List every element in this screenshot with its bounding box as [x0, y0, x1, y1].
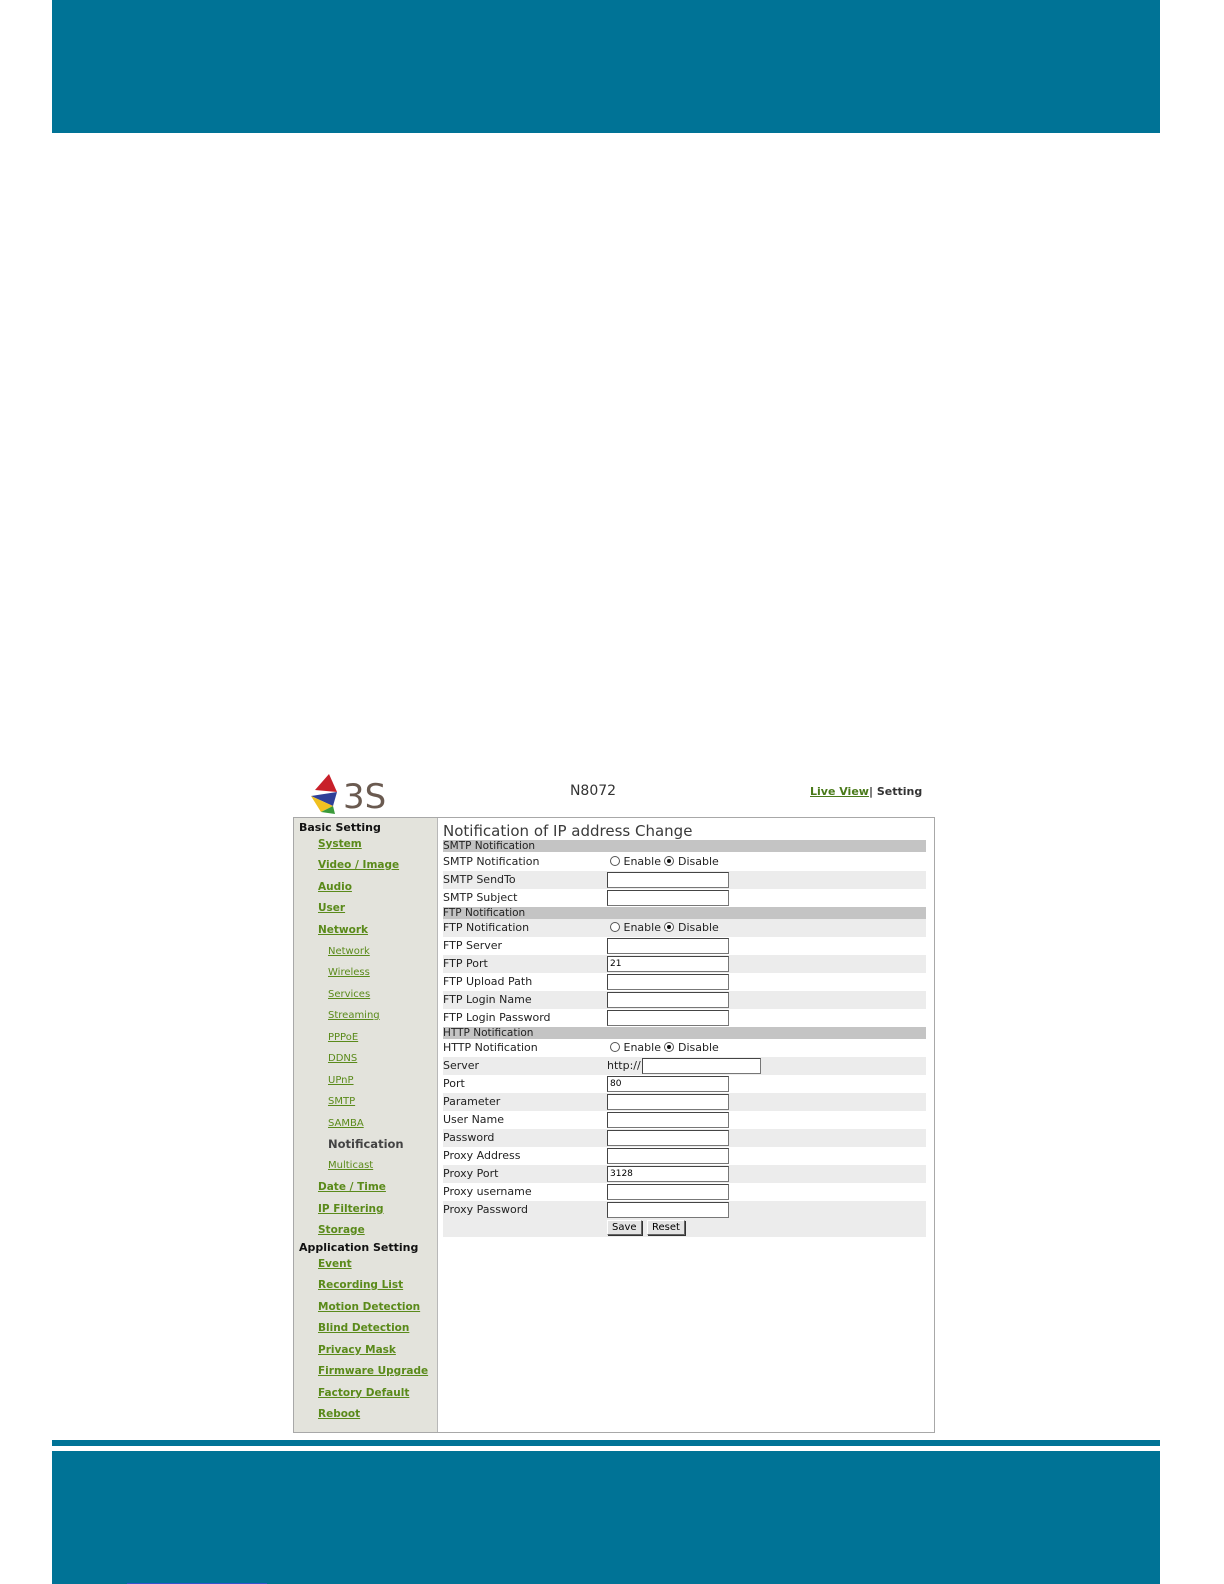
- nav-privacy-mask[interactable]: Privacy Mask: [318, 1344, 396, 1356]
- ftp-enable-radio[interactable]: [610, 922, 620, 932]
- http-proxy-password-input[interactable]: [607, 1202, 729, 1218]
- http-proxy-address-label: Proxy Address: [443, 1149, 521, 1162]
- http-proxy-port-label: Proxy Port: [443, 1167, 499, 1180]
- nav-storage[interactable]: Storage: [318, 1224, 365, 1236]
- ftp-port-label: FTP Port: [443, 957, 488, 970]
- nav-multicast[interactable]: Multicast: [328, 1160, 374, 1171]
- nav-system[interactable]: System: [318, 838, 362, 850]
- page-footer-band: [52, 1451, 1160, 1584]
- http-proxy-address-input[interactable]: [607, 1148, 729, 1164]
- nav-video-image[interactable]: Video / Image: [318, 859, 400, 871]
- http-proxy-username-row: [443, 1183, 926, 1201]
- ftp-server-input[interactable]: [607, 938, 729, 954]
- nav-event[interactable]: Event: [318, 1258, 352, 1270]
- smtp-enable-label: Enable: [623, 855, 661, 868]
- nav-smtp[interactable]: SMTP: [328, 1096, 356, 1107]
- smtp-notification-radios: [610, 855, 719, 868]
- smtp-subject-row: [443, 889, 926, 907]
- ftp-upload-path-row: [443, 973, 926, 991]
- sidebar: [294, 818, 438, 1432]
- http-proxy-port-row: [443, 1165, 926, 1183]
- notification-form: [443, 818, 927, 1432]
- http-disable-label: Disable: [677, 1041, 719, 1054]
- svg-text:3S: 3S: [343, 777, 387, 817]
- http-proxy-password-row: [443, 1201, 926, 1219]
- nav-samba[interactable]: SAMBA: [328, 1118, 364, 1129]
- ftp-login-password-label: FTP Login Password: [443, 1011, 551, 1024]
- nav-reboot[interactable]: Reboot: [318, 1408, 361, 1420]
- smtp-notification-label: SMTP Notification: [443, 855, 540, 868]
- http-proxy-username-label: Proxy username: [443, 1185, 532, 1198]
- live-view-link[interactable]: Live View: [810, 785, 869, 798]
- device-model: N8072: [569, 783, 617, 799]
- nav-upnp[interactable]: UPnP: [328, 1075, 354, 1086]
- http-notification-label: HTTP Notification: [443, 1041, 538, 1054]
- http-disable-radio[interactable]: [664, 1042, 674, 1052]
- ftp-login-password-input[interactable]: [607, 1010, 729, 1026]
- nav-ddns[interactable]: DDNS: [328, 1053, 358, 1064]
- http-password-label: Password: [443, 1131, 495, 1144]
- smtp-section-header: [443, 840, 926, 852]
- http-server-label: Server: [443, 1059, 480, 1072]
- smtp-disable-label: Disable: [677, 855, 719, 868]
- nav-notification-current: Notification: [328, 1137, 404, 1151]
- http-user-name-input[interactable]: [607, 1112, 729, 1128]
- page-title: Notification of IP address Change: [443, 822, 693, 840]
- nav-date-time[interactable]: Date / Time: [318, 1181, 386, 1193]
- ftp-server-row: [443, 937, 926, 955]
- http-parameter-input[interactable]: [607, 1094, 729, 1110]
- setting-label: Setting: [876, 785, 923, 798]
- nav-recording-list[interactable]: Recording List: [318, 1279, 404, 1291]
- page-header-band: [52, 0, 1160, 133]
- nav-network[interactable]: Network: [318, 924, 369, 936]
- nav-user[interactable]: User: [318, 902, 346, 914]
- smtp-sendto-row: [443, 871, 926, 889]
- ftp-upload-path-input[interactable]: [607, 974, 729, 990]
- nav-wireless[interactable]: Wireless: [328, 967, 370, 978]
- ftp-enable-label: Enable: [623, 921, 661, 934]
- top-nav: [810, 785, 922, 798]
- http-notification-row: [443, 1039, 926, 1057]
- http-enable-radio[interactable]: [610, 1042, 620, 1052]
- ftp-login-password-row: [443, 1009, 926, 1027]
- ftp-upload-path-label: FTP Upload Path: [443, 975, 533, 988]
- nav-motion-detection[interactable]: Motion Detection: [318, 1301, 421, 1313]
- ftp-disable-label: Disable: [677, 921, 719, 934]
- basic-setting-heading: Basic Setting: [299, 821, 381, 834]
- ftp-section-header: [443, 907, 926, 919]
- smtp-section-title: SMTP Notification: [443, 840, 536, 852]
- nav-streaming[interactable]: Streaming: [328, 1010, 380, 1021]
- http-server-prefix: http://: [607, 1059, 641, 1072]
- application-setting-heading: Application Setting: [299, 1241, 419, 1254]
- ftp-login-name-input[interactable]: [607, 992, 729, 1008]
- http-section-header: [443, 1027, 926, 1039]
- http-parameter-label: Parameter: [443, 1095, 501, 1108]
- smtp-sendto-label: SMTP SendTo: [443, 873, 516, 886]
- http-password-row: [443, 1129, 926, 1147]
- ftp-port-input[interactable]: [607, 956, 729, 972]
- http-parameter-row: [443, 1093, 926, 1111]
- http-proxy-username-input[interactable]: [607, 1184, 729, 1200]
- top-nav-separator: |: [868, 785, 873, 798]
- nav-network-sub[interactable]: Network: [328, 946, 370, 957]
- reset-button[interactable]: Reset: [647, 1220, 685, 1235]
- smtp-subject-input[interactable]: [607, 890, 729, 906]
- ftp-disable-radio[interactable]: [664, 922, 674, 932]
- footer-divider-line: [52, 1440, 1160, 1446]
- form-buttons-row: [443, 1219, 926, 1237]
- http-notification-radios: [610, 1041, 719, 1054]
- nav-blind-detection[interactable]: Blind Detection: [318, 1322, 410, 1334]
- http-user-name-label: User Name: [443, 1113, 505, 1126]
- smtp-subject-label: SMTP Subject: [443, 891, 518, 904]
- save-button[interactable]: Save: [607, 1220, 642, 1235]
- http-section-title: HTTP Notification: [443, 1027, 534, 1039]
- nav-services[interactable]: Services: [328, 989, 371, 1000]
- ftp-notification-radios: [610, 921, 719, 934]
- http-port-label: Port: [443, 1077, 465, 1090]
- ftp-login-name-row: [443, 991, 926, 1009]
- nav-ip-filtering[interactable]: IP Filtering: [318, 1203, 384, 1215]
- ftp-notification-row: [443, 919, 926, 937]
- ftp-port-row: [443, 955, 926, 973]
- smtp-enable-radio[interactable]: [610, 856, 620, 866]
- nav-audio[interactable]: Audio: [318, 881, 352, 893]
- http-proxy-port-input[interactable]: [607, 1166, 729, 1182]
- http-port-input[interactable]: [607, 1076, 729, 1092]
- http-enable-label: Enable: [623, 1041, 661, 1054]
- smtp-disable-radio[interactable]: [664, 856, 674, 866]
- nav-pppoe[interactable]: PPPoE: [328, 1032, 359, 1043]
- http-user-name-row: [443, 1111, 926, 1129]
- ftp-login-name-label: FTP Login Name: [443, 993, 532, 1006]
- http-server-input[interactable]: [642, 1058, 761, 1074]
- nav-factory-default[interactable]: Factory Default: [318, 1387, 410, 1399]
- http-port-row: [443, 1075, 926, 1093]
- ftp-section-title: FTP Notification: [443, 907, 526, 919]
- smtp-sendto-input[interactable]: [607, 872, 729, 888]
- ftp-server-label: FTP Server: [443, 939, 503, 952]
- http-proxy-address-row: [443, 1147, 926, 1165]
- ftp-notification-label: FTP Notification: [443, 921, 530, 934]
- http-server-row: [443, 1057, 926, 1075]
- camera-web-ui: [293, 765, 935, 1433]
- smtp-notification-row: [443, 853, 926, 871]
- http-password-input[interactable]: [607, 1130, 729, 1146]
- nav-firmware-upgrade[interactable]: Firmware Upgrade: [318, 1365, 429, 1377]
- http-proxy-password-label: Proxy Password: [443, 1203, 529, 1216]
- settings-panel: [293, 817, 935, 1433]
